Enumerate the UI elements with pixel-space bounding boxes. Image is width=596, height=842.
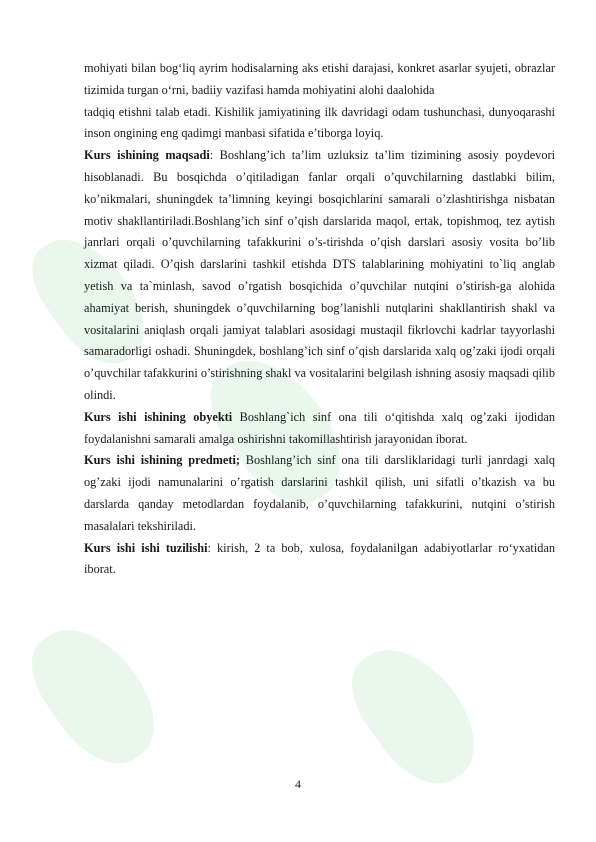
paragraph-subject: Kurs ishi ishining predmeti; Boshlang’ich sinf ona tili darsliklaridagi turli janrdagi xalq og’zaki ijodi namunalarini o’rgatish darslarini tashkil qilish, uni sifatli o’tkazish va bu darslarda qanday metodlardan foydalanib, o’quvchilarning tafakkurini, nutqini o’stirish masalalari tekshiriladi. <box>84 453 555 533</box>
paragraph-object: Kurs ishi ishining obyekti Boshlang`ich sinf ona tili o‘qitishda xalq og’zaki ijodidan foydalanishni samarali amalga oshirishni takomillashtirish jarayonidan iborat. <box>84 409 555 446</box>
paragraph-2: tadqiq etishni talab etadi. Kishilik jamiyatining ilk davridagi odam tushunchasi, dunyoqarashi inson ongining eng qadimgi manbasi sifatida e’tiborga loyiq. <box>84 104 555 141</box>
paragraph-structure: Kurs ishi ishi tuzilishi: kirish, 2 ta bob, xulosa, foydalanilgan adabiyotlarlar ro‘yxatidan iborat. <box>84 540 556 577</box>
document-body <box>84 58 555 581</box>
watermark-left <box>40 600 170 800</box>
paragraph-goal: Kurs ishining maqsadi: Boshlang’ich ta’lim uzluksiz ta’lim tizimining asosiy poydevori hisoblanadi. Bu bosqichda o’qitiladigan fanlar orqali o’quvchilarning dastlabki bilim, ko’nikmalari, shuningdek ta’limning keyingi bosqichlarini samarali o’zlashtirishga nisbatan motiv shakllantiriladi.Boshlang’ich sinf o’qish darslarida maqol, ertak, topishmoq, tez aytish janrlari orqali o’quvchilarning tafakkurini o’s-tirishda o’qish darslari asosiy vosita bo’lib xizmat qiladi. O’qish darslarini tashkil etishda DTS talablarining mohiyatini to`liq anglab yetish va ta`minlash, savod o’rgatish bosqichida o’quvchilar nutqini o’stirish-ga alohida ahamiyat berish, shuningdek o’quvchilarning bog’lanishli nutqlarini shakllantirish shakl va vositalarini aniqlash orqali jamiyat talablari asosidagi mustaqil fikrlovchi kadrlar tayyorlashi samaradorligi oshadi. Shuningdek, boshlang’ich sinf o’qish darslarida xalq og’zaki ijodi orqali o’quvchilar tafakkurini o’stirishning shakl va vositalarini belgilash ishning asosiy maqsadi qilib olindi. <box>84 148 555 402</box>
paragraph-1: mohiyati bilan bog‘liq ayrim hodisalarning aks etishi darajasi, konkret asarlar syujeti, obrazlar tizimida turgan o‘rni, badiiy vazifasi hamda mohiyatini alohi daalohida <box>84 61 555 97</box>
page-number: 4 <box>295 777 301 791</box>
